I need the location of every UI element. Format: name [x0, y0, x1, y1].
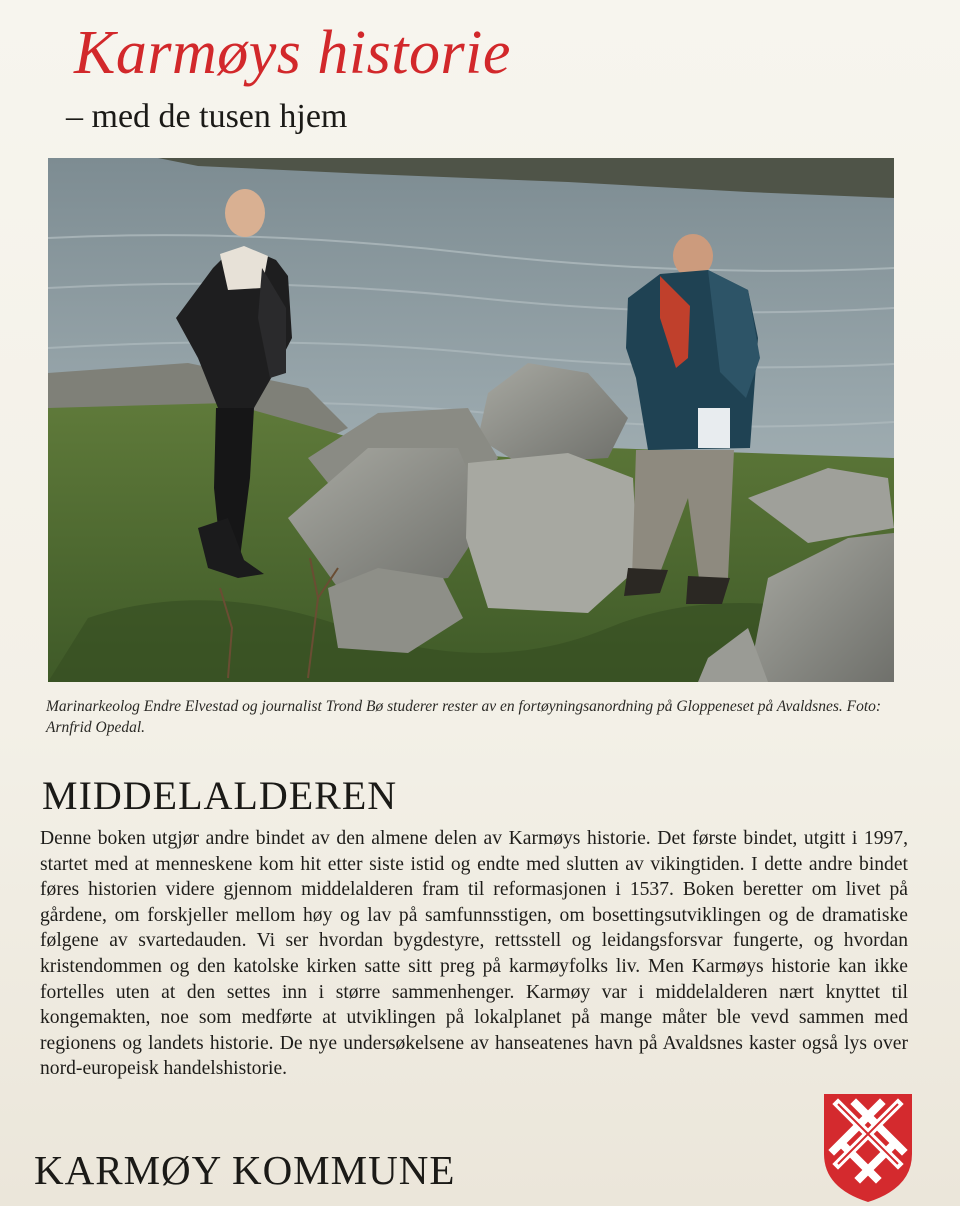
photo-caption: Marinarkeolog Endre Elvestad og journalist Trond Bø studerer rester av en fortøyningsanordning på Gloppeneset på Avaldsnes. Foto: Arnfrid Opedal. [46, 698, 882, 736]
book-subtitle: – med de tusen hjem [66, 98, 348, 135]
coastal-photo-illustration [48, 158, 894, 682]
karmoy-coat-of-arms-icon [822, 1092, 914, 1204]
section-body: Denne boken utgjør andre bindet av den almene delen av Karmøys historie. Det første bindet, utgitt i 1997, startet med at menneskene kom hit etter siste istid og endte med slutten av vikingtiden. I dette andre bindet føres historien videre gjennom middelalderen fram til reformasjonen i 1537. Boken beretter om livet på gårdene, om forskjeller mellom høy og lav på samfunnsstigen, om bosettingsutviklingen og de dramatiske følgene av svartedauden. Vi ser hvordan bygdestyre, rettsstell og leidangsforsvar fungerte, og hvordan kristendommen og den katolske kirken satte sitt preg på karmøyfolks liv. Men Karmøys historie kan ikke fortelles uten at den settes inn i større sammenhenger. Karmøy var i middelalderen nært knyttet til kongemakten, noe som medførte at utviklingen på lokalplanet på mange måter ble vevd sammen med regionens og landets historie. De nye undersøkelsene av hanseatenes havn på Avaldsnes kaster også lys over nord-europeisk handelshistorie. [40, 828, 908, 1080]
cover-photo [48, 158, 894, 682]
publisher-name: KARMØY KOMMUNE [34, 1147, 456, 1193]
book-title: Karmøys historie [74, 19, 511, 87]
section-heading: MIDDELALDEREN [42, 773, 398, 818]
crest-shield-graphic [822, 1092, 914, 1204]
